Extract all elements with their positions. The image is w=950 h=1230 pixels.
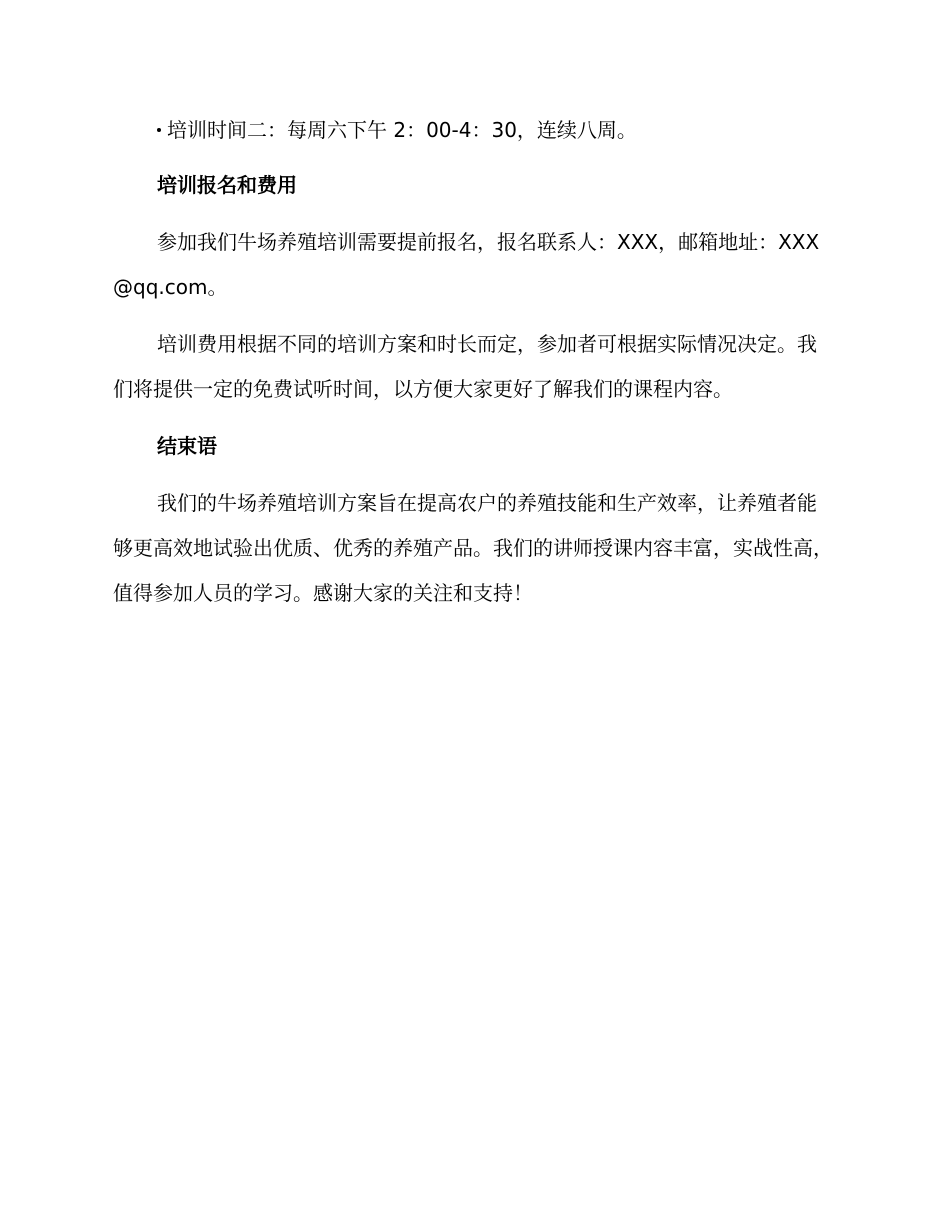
training-time-text: 培训时间二：每周六下午 2：00-4：30，连续八周。 (167, 118, 637, 142)
paragraph-closing: 我们的牛场养殖培训方案旨在提高农户的养殖技能和生产效率，让养殖者能够更高效地试验出优质、优秀的养殖产品。我们的讲师授课内容丰富，实战性高，值得参加人员的学习。感谢大家的关注和支持！ (113, 491, 833, 605)
bullet-icon (157, 128, 161, 132)
section-heading-closing: 结束语 (157, 434, 217, 458)
section-heading-registration: 培训报名和费用 (157, 173, 297, 197)
training-time-item (113, 108, 833, 153)
document-body (113, 108, 833, 628)
paragraph-registration-fees: 培训费用根据不同的培训方案和时长而定，参加者可根据实际情况决定。我们将提供一定的免费试听时间，以方便大家更好了解我们的课程内容。 (113, 332, 817, 401)
paragraph-registration-contact: 参加我们牛场养殖培训需要提前报名，报名联系人：XXX，邮箱地址：XXX@qq.com。 (113, 230, 820, 299)
